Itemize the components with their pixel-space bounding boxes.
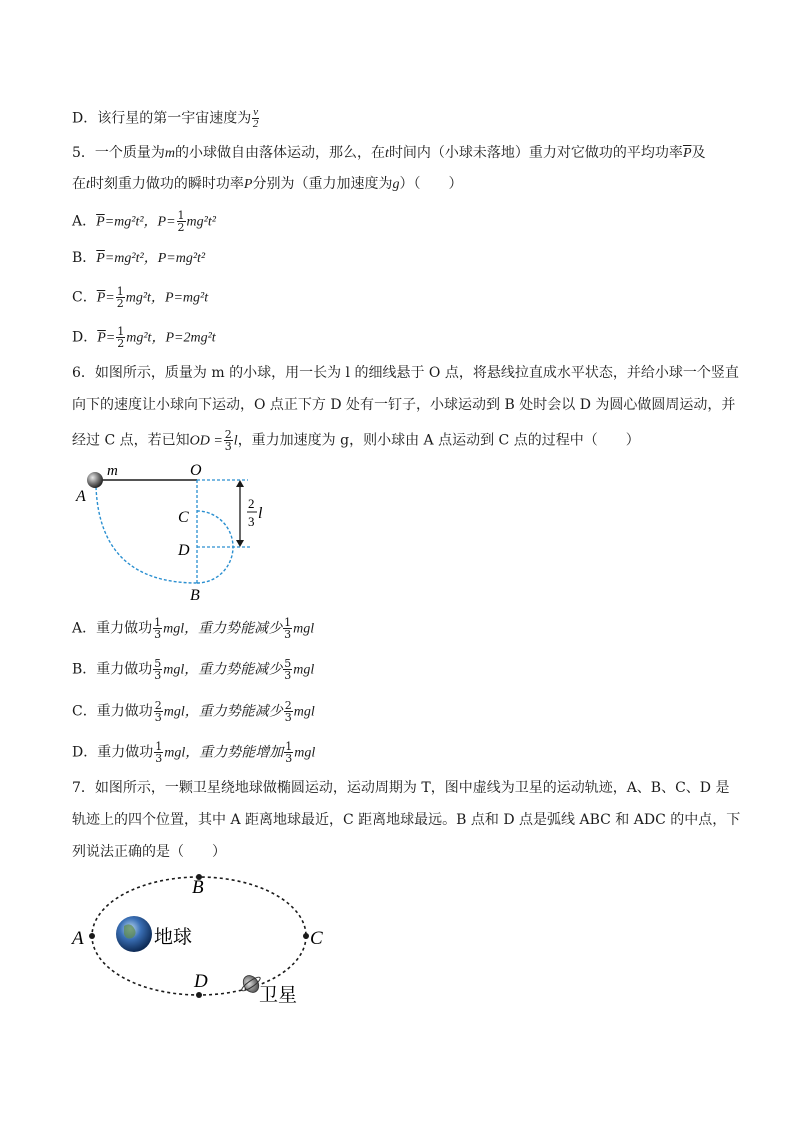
q6-option-b: B．重力做功 $\frac{5}{3}$ mgl，重力势能减少 $\frac{5}{3}$ mgl — [72, 657, 315, 682]
label-a: A — [72, 928, 84, 949]
fraction: $\frac{v}{2}$ — [252, 106, 259, 130]
q6-stem-line2: 向下的速度让小球向下运动，O 点正下方 D 处有一钉子，小球运动到 B 处时会以 D 为圆心做圆周运动，并 — [72, 397, 736, 413]
option-text: D．该行星的第一宇宙速度为 — [72, 110, 252, 127]
label-c: C — [310, 928, 323, 949]
fraction: $\frac{1}{3}$ — [284, 616, 292, 641]
fraction: $\frac{1}{2}$ — [177, 209, 185, 234]
q6-stem-line1: 6．如图所示，质量为 m 的小球，用一长为 l 的细线悬于 O 点，将悬线拉直成水平状态，并给小球一个竖直 — [72, 365, 739, 381]
fraction: $\frac{5}{3}$ — [284, 657, 292, 682]
fraction: $\frac{2}{3}$ — [154, 699, 162, 724]
q7-stem-line1: 7．如图所示，一颗卫星绕地球做椭圆运动，运动周期为 T，图中虚线为卫星的运动轨迹，A、B、C、D 是 — [72, 780, 730, 796]
label-earth: 地球 — [154, 927, 193, 948]
dim-l: l — [258, 505, 263, 522]
label-o: O — [190, 462, 202, 479]
label-b: B — [192, 877, 204, 898]
label-a: A — [76, 488, 86, 505]
fraction: $\frac{5}{3}$ — [154, 657, 162, 682]
point-a — [89, 933, 95, 939]
q5-stem-line2: 在t时刻重力做功的瞬时功率P分别为（重力加速度为g）（ ） — [72, 176, 463, 192]
fraction: $\frac{1}{2}$ — [117, 325, 125, 350]
fraction: $\frac{1}{3}$ — [155, 740, 163, 765]
point-d — [196, 992, 202, 998]
point-c — [303, 933, 309, 939]
fraction: $\frac{1}{3}$ — [285, 740, 293, 765]
q6-option-c: C．重力做功 $\frac{2}{3}$ mgl，重力势能减少 $\frac{2}{3}$ mgl — [72, 699, 315, 724]
orbit-figure — [66, 862, 346, 1012]
q7-stem-line3: 列说法正确的是（ ） — [72, 844, 226, 860]
q5-option-c: C．$\overline{P}=$ $\frac{1}{2}$ mg²t，P=mg²t — [72, 285, 209, 310]
q5-option-d: D．$\overline{P}=$ $\frac{1}{2}$ mg²t，P=2mg²t — [72, 325, 216, 350]
arrow-head-up — [236, 480, 244, 487]
q6-option-a: A．重力做功 $\frac{1}{3}$ mgl，重力势能减少 $\frac{1}{3}$ mgl — [72, 616, 315, 641]
fraction: $\frac{2}{3}$ — [224, 428, 232, 453]
q5-option-a: A．$\overline{P}=mg^2t^2$，P= $\frac{1}{2}$ mg²t² — [72, 209, 216, 234]
q5-stem-line1: 5．一个质量为m的小球做自由落体运动，那么，在t时间内（小球未落地）重力对它做功的平均功率$\overline{P}$及 — [72, 145, 706, 161]
label-m: m — [107, 463, 118, 479]
q4-option-d — [72, 107, 260, 130]
average-power-symbol: $\overline{P}$ — [682, 146, 692, 161]
fraction: $\frac{1}{3}$ — [154, 616, 162, 641]
arc-a-to-b — [96, 487, 197, 583]
label-d: D — [178, 542, 190, 559]
label-d: D — [194, 971, 208, 992]
dim-den: 3 — [248, 514, 255, 529]
ball — [87, 472, 103, 488]
q6-option-d: D．重力做功 $\frac{1}{3}$ mgl，重力势能增加 $\frac{1}{3}$ mgl — [72, 740, 316, 765]
q5-option-b: B．$\overline{P}=mg^2t^2$，P=mg²t² — [72, 250, 206, 266]
pendulum-figure — [70, 455, 270, 605]
q6-stem-line3: 经过 C 点，若已知OD = $\frac{2}{3}$ l，重力加速度为 g，则小球由 A 点运动到 C 点的过程中（ ） — [72, 428, 640, 453]
fraction: $\frac{1}{2}$ — [116, 285, 124, 310]
q7-stem-line2: 轨迹上的四个位置，其中 A 距离地球最近，C 距离地球最远。B 点和 D 点是弧线 ABC 和 ADC 的中点，下 — [72, 812, 741, 828]
label-satellite: 卫星 — [259, 985, 298, 1006]
label-b: B — [190, 587, 200, 604]
fraction: $\frac{2}{3}$ — [284, 699, 292, 724]
arrow-head-down — [236, 540, 244, 547]
label-c: C — [178, 509, 189, 526]
dim-num: 2 — [248, 496, 255, 511]
